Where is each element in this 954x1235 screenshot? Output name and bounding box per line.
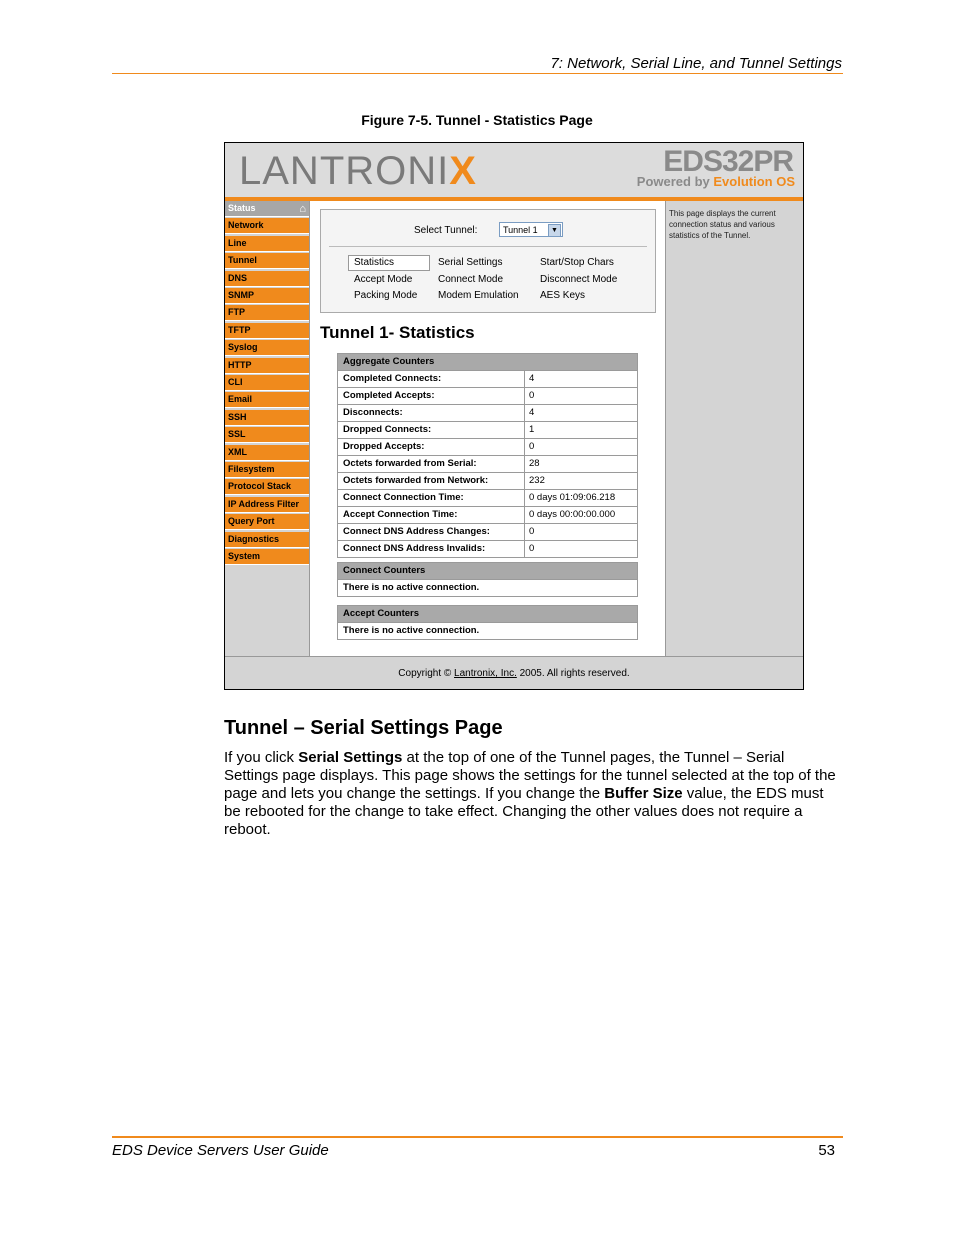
link-serial-settings[interactable]: Serial Settings [438, 257, 503, 268]
sidebar-item-email[interactable]: Email [225, 392, 309, 408]
table-header: Aggregate Counters [338, 354, 637, 370]
tunnel-selector-panel [320, 209, 656, 313]
home-icon: ⌂ [299, 203, 306, 215]
connect-counters-table [337, 562, 638, 597]
sidebar-item-ip-address-filter[interactable]: IP Address Filter [225, 497, 309, 513]
link-connect-mode[interactable]: Connect Mode [438, 274, 504, 285]
table-row: Connect DNS Address Invalids: 0 [338, 540, 637, 557]
sidebar-item-status[interactable]: Status ⌂ [225, 201, 309, 217]
powered-by: Powered by Evolution OS [636, 174, 795, 189]
banner [225, 143, 803, 197]
link-statistics[interactable]: Statistics [354, 257, 395, 268]
sidebar-item-tftp[interactable]: TFTP [225, 323, 309, 339]
table-row: Octets forwarded from Serial: 28 [338, 455, 637, 472]
sidebar-item-ssl[interactable]: SSL [225, 427, 309, 443]
page-number: 53 [818, 1142, 835, 1159]
sidebar-item-protocol-stack[interactable]: Protocol Stack [225, 479, 309, 495]
section-title: Tunnel – Serial Settings Page [224, 717, 503, 739]
sidebar-item-xml[interactable]: XML [225, 445, 309, 461]
main-content [310, 201, 665, 656]
help-text: This page displays the current connection status and various statistics of the Tunnel. [669, 209, 776, 240]
select-tunnel-label: Select Tunnel: [414, 225, 478, 236]
accept-counters-table [337, 605, 638, 640]
tunnel-select[interactable]: Tunnel 1 ▼ [499, 222, 563, 237]
table-row: Dropped Connects: 1 [338, 421, 637, 438]
figure-caption: Figure 7-5. Tunnel - Statistics Page [361, 112, 593, 128]
link-disconnect-mode[interactable]: Disconnect Mode [540, 274, 618, 285]
copyright-text: Copyright © Lantronix, Inc. 2005. All rights reserved. [398, 668, 630, 679]
sidebar-item-network[interactable]: Network [225, 218, 309, 234]
sidebar-item-filesystem[interactable]: Filesystem [225, 462, 309, 478]
chevron-down-icon: ▼ [548, 224, 561, 237]
table-row: Connect Connection Time: 0 days 01:09:06.218 [338, 489, 637, 506]
aggregate-counters-table [337, 353, 638, 558]
sidebar-nav [225, 201, 310, 656]
table-row: Connect DNS Address Changes: 0 [338, 523, 637, 540]
sidebar-item-tunnel[interactable]: Tunnel [225, 253, 309, 269]
sidebar-item-ssh[interactable]: SSH [225, 410, 309, 426]
header-rule [112, 73, 843, 74]
link-modem-emulation[interactable]: Modem Emulation [438, 290, 519, 301]
table-row: Completed Accepts: 0 [338, 387, 637, 404]
panel-divider [329, 246, 647, 247]
footer-title: EDS Device Servers User Guide [112, 1142, 329, 1159]
sidebar-item-http[interactable]: HTTP [225, 358, 309, 374]
no-connection-message: There is no active connection. [338, 579, 637, 596]
table-row: Octets forwarded from Network: 232 [338, 472, 637, 489]
link-packing-mode[interactable]: Packing Mode [354, 290, 418, 301]
sidebar-item-line[interactable]: Line [225, 236, 309, 252]
running-header: 7: Network, Serial Line, and Tunnel Settings [550, 55, 842, 72]
table-header: Connect Counters [338, 563, 637, 579]
link-accept-mode[interactable]: Accept Mode [354, 274, 413, 285]
lantronix-link[interactable]: Lantronix, Inc. [454, 668, 517, 679]
sidebar-item-snmp[interactable]: SNMP [225, 288, 309, 304]
footer-rule [112, 1136, 843, 1138]
sidebar-item-dns[interactable]: DNS [225, 271, 309, 287]
sidebar-item-cli[interactable]: CLI [225, 375, 309, 391]
sidebar-item-query-port[interactable]: Query Port [225, 514, 309, 530]
lantronix-logo: LANTRONIX [239, 149, 477, 193]
sidebar-item-ftp[interactable]: FTP [225, 305, 309, 321]
sidebar-item-diagnostics[interactable]: Diagnostics [225, 532, 309, 548]
body-paragraph: If you click Serial Settings at the top of one of the Tunnel pages, the Tunnel – Serial Settings page displays. This page shows the settings for the tunnel selected at the top of the page and lets you change the settings. If you change the Buffer Size value, the EDS must be rebooted for the change to take effect. Changing the other values does not require a reboot. [224, 749, 836, 838]
screenshot-footer [225, 656, 803, 690]
model-name: EDS32PR [663, 145, 793, 178]
screenshot-figure [224, 142, 804, 690]
page-heading: Tunnel 1- Statistics [320, 323, 475, 342]
table-row: Disconnects: 4 [338, 404, 637, 421]
link-start-stop-chars[interactable]: Start/Stop Chars [540, 257, 614, 268]
table-row: Accept Connection Time: 0 days 00:00:00.000 [338, 506, 637, 523]
link-aes-keys[interactable]: AES Keys [540, 290, 586, 301]
no-connection-message: There is no active connection. [338, 622, 637, 639]
sidebar-item-syslog[interactable]: Syslog [225, 340, 309, 356]
help-panel [665, 201, 804, 656]
table-header: Accept Counters [338, 606, 637, 622]
sidebar-item-system[interactable]: System [225, 549, 309, 565]
table-row: Dropped Accepts: 0 [338, 438, 637, 455]
table-row: Completed Connects: 4 [338, 370, 637, 387]
